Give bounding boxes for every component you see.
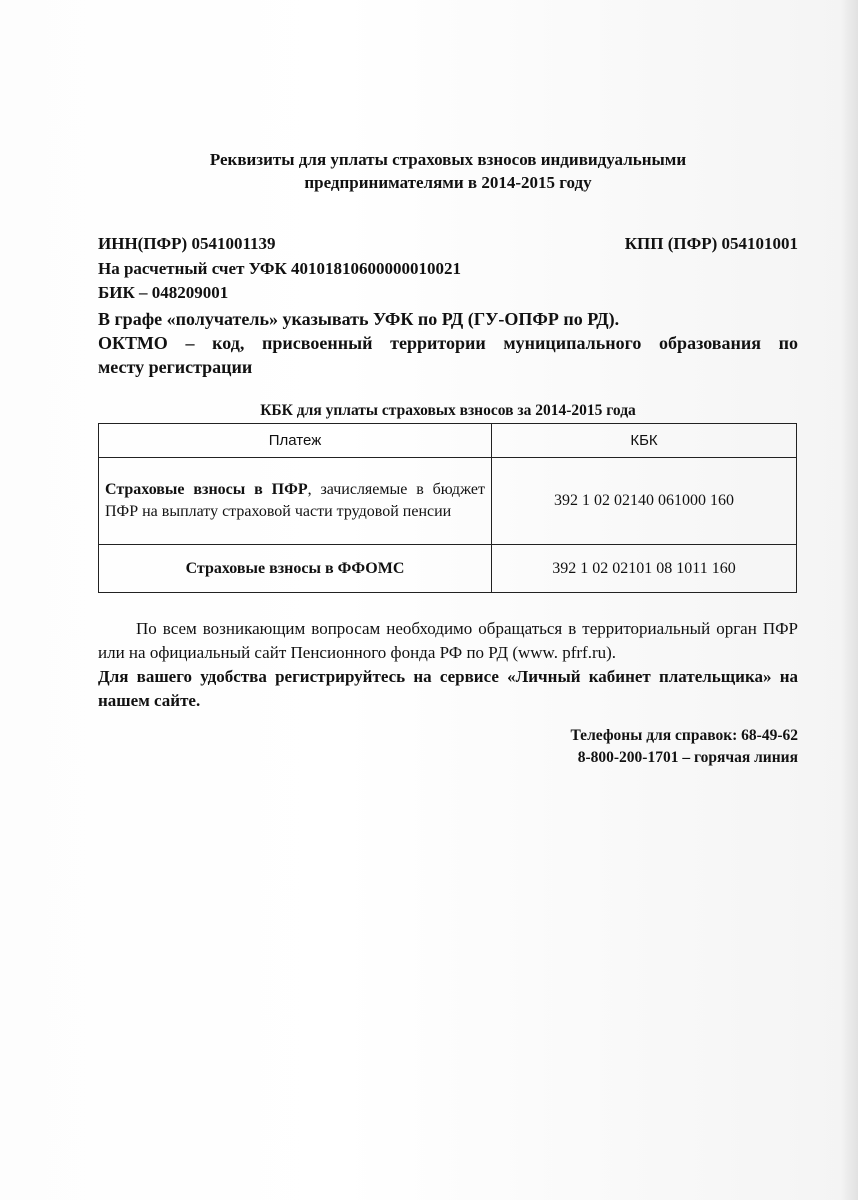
registration-note: Для вашего удобства регистрируйтесь на сервисе «Личный кабинет плательщика» на нашем сайте. bbox=[98, 667, 798, 710]
payment-name: Страховые взносы в ФФОМС bbox=[185, 559, 405, 577]
contact-text: По всем возникающим вопросам необходимо обращаться в территориальный орган ПФР или на официальный сайт Пенсионного фонда РФ по РД (www. pfrf.ru). bbox=[98, 619, 798, 662]
contact-paragraph bbox=[98, 617, 798, 713]
page-shadow bbox=[840, 0, 858, 1200]
title-line-2: предпринимателями в 2014-2015 году bbox=[304, 173, 592, 192]
phone-line-2: 8-800-200-1701 – горячая линия bbox=[577, 749, 798, 766]
kbk-table bbox=[98, 423, 797, 593]
bik-line: БИК – 048209001 bbox=[98, 283, 229, 302]
payment-name: Страховые взносы в ПФР bbox=[105, 481, 308, 498]
table-row bbox=[99, 458, 797, 545]
account-line: На расчетный счет УФК 40101810600000010021 bbox=[98, 259, 462, 278]
inn-kpp-row bbox=[98, 234, 798, 254]
header-payment: Платеж bbox=[99, 424, 492, 458]
title-line-1: Реквизиты для уплаты страховых взносов индивидуальными bbox=[209, 150, 687, 169]
kbk-code-cell: 392 1 02 02140 061000 160 bbox=[492, 458, 797, 545]
payment-cell bbox=[99, 458, 492, 545]
header-kbk: КБК bbox=[492, 424, 797, 458]
kpp-value: КПП (ПФР) 054101001 bbox=[624, 234, 798, 253]
oktmo-line-2: месту регистрации bbox=[98, 357, 253, 377]
phones-block bbox=[570, 725, 798, 769]
table-header-row bbox=[99, 424, 797, 458]
kbk-table-caption: КБК для уплаты страховых взносов за 2014-2015 года bbox=[260, 402, 636, 419]
phone-line-1: Телефоны для справок: 68-49-62 bbox=[570, 727, 798, 744]
oktmo-line-1: ОКТМО – код, присвоенный территории муниципального образования по bbox=[98, 333, 798, 353]
payment-description: , зачисляемые в бюджет ПФР на выплату страховой части трудовой пенсии bbox=[105, 481, 485, 520]
inn-value: ИНН(ПФР) 0541001139 bbox=[98, 234, 276, 253]
recipient-line: В графе «получатель» указывать УФК по РД (ГУ-ОПФР по РД). bbox=[98, 309, 620, 329]
kbk-code-cell: 392 1 02 02101 08 1011 160 bbox=[492, 545, 797, 593]
document-title bbox=[98, 148, 798, 194]
payment-cell bbox=[99, 545, 492, 593]
table-row bbox=[99, 545, 797, 593]
